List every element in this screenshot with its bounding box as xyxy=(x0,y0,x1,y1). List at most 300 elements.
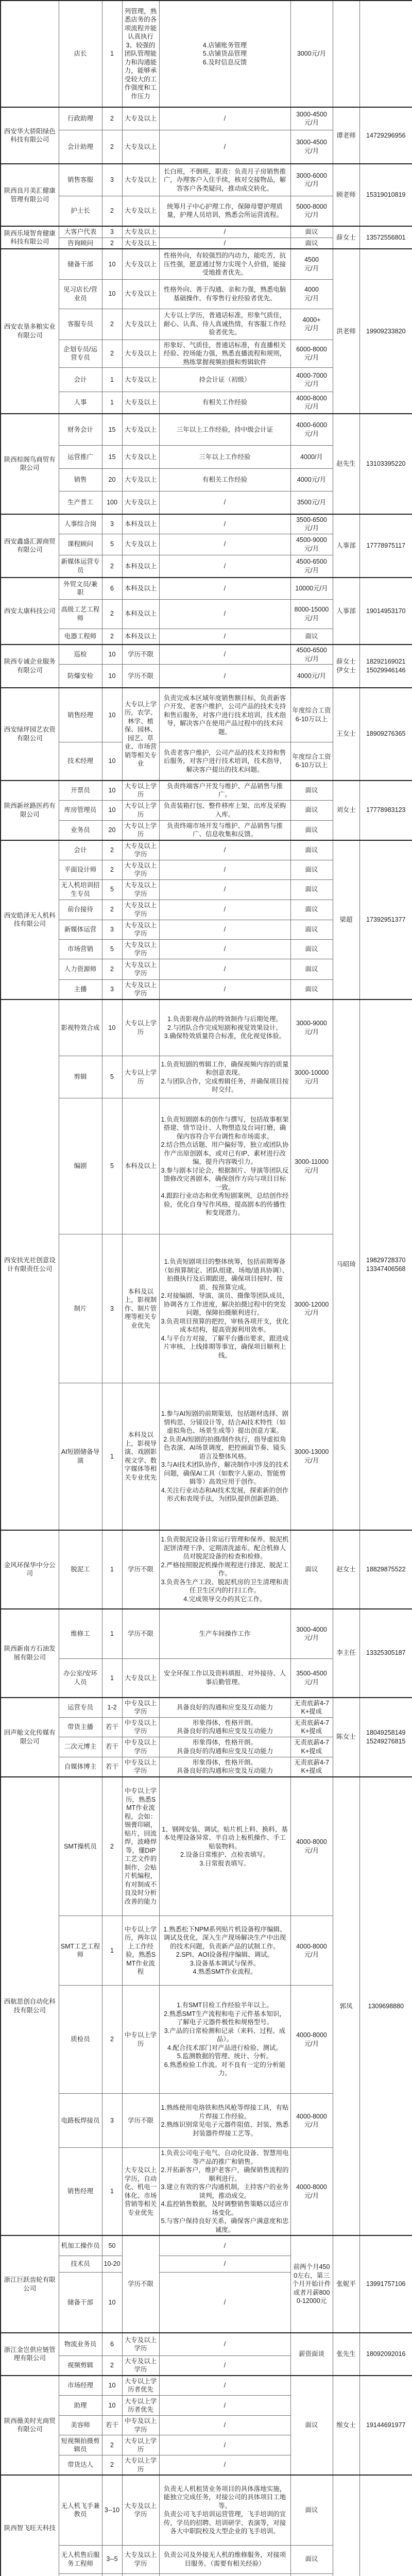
position-cell: 财务会计 xyxy=(59,414,102,446)
education-cell: 大专以上学历 xyxy=(122,2435,159,2455)
salary-cell: 3000元/月 xyxy=(290,1,333,107)
position-cell: 新媒体运营 xyxy=(59,920,102,939)
position-cell: 制片 xyxy=(59,1234,102,1383)
position-cell: 人事综合岗 xyxy=(59,514,102,534)
requirements-cell: / xyxy=(159,226,290,238)
requirements-cell: 大专以上学历，普通话标准，形象气质佳，耐心、认真、待人真诚热情，有客服工作经验者优先。 xyxy=(159,309,290,340)
count-cell: 若干 xyxy=(102,1757,122,1777)
salary-cell: 面议 xyxy=(290,840,333,860)
contact-cell: 郭凤 xyxy=(333,1777,359,2236)
requirements-cell: / xyxy=(159,2396,290,2416)
salary-cell: 面议 xyxy=(290,1530,333,1609)
count-cell: 2 xyxy=(102,900,122,920)
position-cell: AI短剧储备导演 xyxy=(59,1383,102,1530)
position-cell: 办公室/安环人员 xyxy=(59,1659,102,1698)
position-cell: 主播 xyxy=(59,979,102,999)
count-cell: 15 xyxy=(102,414,122,446)
education-cell: 大专及以上学历 xyxy=(122,840,159,860)
salary-cell: 面议 xyxy=(290,781,333,801)
position-cell: 储备干部 xyxy=(59,2272,102,2333)
position-cell: 无人机售后服务工程师 xyxy=(59,2545,102,2573)
education-cell: 列管理，熟悉店务的各项流程并能认真执行 3、较强的团队管理能力和沟通能力，能够承受较大的工作强度和工作压力 xyxy=(122,1,159,107)
education-cell: 大专以上学历，农学、林学、植保、园林、园艺、草业、市场营销等相关专业 xyxy=(122,688,159,781)
count-cell: 15 xyxy=(102,446,122,469)
phone-cell: 17778983123 xyxy=(359,781,412,840)
education-cell: 大专及以上 xyxy=(122,309,159,340)
education-cell: 中专以上学历，熟悉SMT作业流程，会如：锡膏印刷，贴片，回流焊，波峰焊等，懂DIP工艺文件的制作，会贴片机编程，有对制成不良及时分析改善的能力 xyxy=(122,1777,159,1916)
position-cell: 剪辑 xyxy=(59,1056,102,1098)
phone-cell: 18292169021 15029946146 xyxy=(359,645,412,688)
requirements-cell: / xyxy=(159,2256,290,2272)
company-cell: 金风环保华中分公司 xyxy=(1,1530,59,1609)
position-cell: 带货主播 xyxy=(59,1717,102,1737)
requirements-cell: / xyxy=(159,555,290,578)
education-cell: 学历不限 xyxy=(122,2235,159,2333)
count-cell: 1 xyxy=(102,1659,122,1698)
contact-cell: 顾老师 xyxy=(333,164,359,226)
education-cell: 大专及以上 xyxy=(122,492,159,514)
requirements-cell: / xyxy=(159,2272,290,2333)
requirements-cell: 性格外向、善于沟通、亲和力强，熟悉电脑基础操作，有零售行业经验者优先。 xyxy=(159,279,290,309)
company-cell: 陕西棕阁鸟商贸有限公司 xyxy=(1,414,59,514)
salary-cell: 面议 xyxy=(290,629,333,645)
education-cell: 大专及以上学历 xyxy=(122,879,159,900)
position-cell: 运营专员 xyxy=(59,1698,102,1718)
requirements-cell: 负责公司及外接无人机的维修服务，对接项目服务。（需要有相关经验） xyxy=(159,2545,290,2573)
company-cell: 西安鑫盛汇源商贸有限公司 xyxy=(1,514,59,578)
salary-cell: 10000元/月 xyxy=(290,578,333,599)
requirements-cell: 形象得体，性格开朗。 具备良好的沟通和应变及互动能力 xyxy=(159,1757,290,1777)
salary-cell: 6000-8000元/月 xyxy=(290,340,333,368)
salary-cell: 4000-8000元/月 xyxy=(290,392,333,414)
count-cell: 3 xyxy=(102,514,122,534)
position-cell xyxy=(59,2573,102,2576)
position-cell: 库房管理员 xyxy=(59,800,102,820)
education-cell: 大专及以上 xyxy=(122,414,159,446)
education-cell: 大专及以上学历，自动化、机电一体化、市场营销等相关专业优先 xyxy=(122,2148,159,2236)
phone-cell: 1309698880 xyxy=(359,1777,412,2236)
phone-cell xyxy=(359,1,412,107)
phone-cell: 19829728370 13347406568 xyxy=(359,999,412,1530)
position-cell: 电器工程师 xyxy=(59,629,102,645)
education-cell: 大专及以上 xyxy=(122,279,159,309)
position-cell: 防爆安检 xyxy=(59,665,102,688)
position-cell: 带货达人 xyxy=(59,2455,102,2476)
salary-cell: 4000元/月 xyxy=(290,469,333,492)
requirements-cell: 形象得体，性格开朗。 具备良好的沟通和应变及互动能力 xyxy=(159,1717,290,1737)
count-cell: 10 xyxy=(102,800,122,820)
contact-cell: 李主任 xyxy=(333,1609,359,1698)
count-cell: 5 xyxy=(102,1056,122,1098)
phone-cell: 13991757106 xyxy=(359,2235,412,2333)
requirements-cell: 安全环保工作以及资料填报、对外接待、人事后勤管理。 xyxy=(159,1659,290,1698)
salary-cell: 面议 xyxy=(290,820,333,840)
position-cell: 业务员 xyxy=(59,820,102,840)
count-cell: 20 xyxy=(102,469,122,492)
requirements-cell: 形象得体，性格开朗。 具备良好的沟通和应变及互动能力 xyxy=(159,1737,290,1757)
salary-cell: 无责底薪4-7K+提成 xyxy=(290,1698,333,1718)
requirements-cell: 1.负责短剧剧本的创作与撰写，包括故事框架搭建、情节设计、人物塑造及台词打磨，确保内容符合平台调性和市场需求。 2.结合热点话题、用户偏好等，独立或团队协作产出原创剧本，或对已有IP、素材进行改编，提升内容吸引力。 3.参与剧本讨论会，根据制片、导演等团队反馈修改完善剧本，确保创作方向与项目目标一致。 4.跟踪行业动态和优秀短剧案例，总结创作经验，优化自身写作风格，提高剧本的传播性和变现潜力。 xyxy=(159,1098,290,1234)
count-cell: 10 xyxy=(102,2376,122,2396)
company-cell: 西安扶光社创意设计有限责任公司 xyxy=(1,999,59,1530)
count-cell: 若干 xyxy=(102,1717,122,1737)
count-cell: 2 xyxy=(102,555,122,578)
requirements-cell xyxy=(159,2573,290,2576)
position-cell: 视频剪辑 xyxy=(59,2355,102,2376)
salary-cell: 4000元/月 xyxy=(290,665,333,688)
count-cell: 10 xyxy=(102,2396,122,2416)
count-cell: 2 xyxy=(102,599,122,629)
education-cell: 大专及以上学历 xyxy=(122,939,159,959)
requirements-cell: 统筹月子中心护理工作，保障母婴护理质量，护理人员培训，熟悉会所运营流程。 xyxy=(159,196,290,226)
contact-cell: 洪老师 xyxy=(333,249,359,414)
position-cell: 储备干部 xyxy=(59,249,102,279)
salary-cell: 面议 xyxy=(290,959,333,979)
count-cell: 5 xyxy=(102,879,122,900)
count-cell: 2 xyxy=(102,238,122,249)
count-cell: 1 xyxy=(102,1530,122,1609)
contact-cell: 张妮平 xyxy=(333,2235,359,2333)
phone-cell: 17392951377 xyxy=(359,840,412,999)
salary-cell: 4000-8000 元/月 xyxy=(290,2148,333,2236)
salary-cell: 4000-8000 元/月 xyxy=(290,2094,333,2148)
contact-cell: 张先生 xyxy=(333,2333,359,2376)
requirements-cell: 1.负责短剧的剪辑工作，确保视频内容的质量和创意表现。 2.与团队合作，完成剪辑任务，并确保项目按时交付。 xyxy=(159,1056,290,1098)
requirements-cell: 具备良好的沟通和应变及互动能力 xyxy=(159,1698,290,1718)
education-cell: 大专及以上 xyxy=(122,107,159,130)
requirements-cell: 负责装箱打包、整件移库上架、出库及采购入库。 xyxy=(159,800,290,820)
position-cell: 巡检 xyxy=(59,645,102,665)
company-cell: 陕西智飞旺天科技 xyxy=(1,2475,59,2576)
salary-cell: 3000-13000 元/月 xyxy=(290,1383,333,1530)
contact-cell: 薛女士 伊女士 xyxy=(333,645,359,688)
education-cell: 大专及以上 xyxy=(122,164,159,196)
salary-cell: 3500元/月 xyxy=(290,492,333,514)
contact-cell: 谭老师 xyxy=(333,107,359,164)
salary-cell: 4000 元/月 xyxy=(290,279,333,309)
count-cell: 2 xyxy=(102,340,122,368)
requirements-cell: / xyxy=(159,514,290,534)
salary-cell: 面议 xyxy=(290,800,333,820)
count-cell: 1 xyxy=(102,1,122,107)
requirements-cell: 形象好、气质佳，普通话标准，有直播相关经验、控场能力强，熟悉直播流程和规则，熟练掌握视频拍摄和剪辑软件 xyxy=(159,340,290,368)
salary-cell: 4000-8000 元/月 xyxy=(290,1916,333,1986)
contact-cell: 王女士 xyxy=(333,688,359,781)
salary-cell: 4500 元/月 xyxy=(290,249,333,279)
education-cell: 大专及以上 xyxy=(122,469,159,492)
requirements-cell: / xyxy=(159,2376,290,2396)
position-cell: 前台接待 xyxy=(59,900,102,920)
salary-cell: 无责底薪4-7K+提成 xyxy=(290,1737,333,1757)
education-cell: 大专及以上 xyxy=(122,226,159,238)
position-cell: 无人机培训招生专员 xyxy=(59,879,102,900)
salary-cell: 薪资面谈 xyxy=(290,2333,333,2376)
position-cell: 销售 xyxy=(59,469,102,492)
salary-cell: 4000+ 元/月 xyxy=(290,309,333,340)
phone-cell: 19014953170 xyxy=(359,578,412,645)
company-cell: 西安绿坪园艺农资有限公司 xyxy=(1,688,59,781)
count-cell: 2 xyxy=(102,2355,122,2376)
count-cell: 1 xyxy=(102,1383,122,1530)
position-cell: 新媒体运营专员 xyxy=(59,555,102,578)
education-cell: 中专及以上学历 xyxy=(122,1698,159,1718)
position-cell: 销售经理 xyxy=(59,2148,102,2236)
education-cell: 本科及以上，影视制作、制片管理等相关专业优先 xyxy=(122,1234,159,1383)
requirements-cell: / xyxy=(159,920,290,939)
salary-cell: 面议 xyxy=(290,2376,333,2476)
count-cell: 6 xyxy=(102,578,122,599)
education-cell: 本科及以上 xyxy=(122,599,159,629)
education-cell: 本科及以上 xyxy=(122,1098,159,1234)
company-cell: 陕西新南方石油发展有限公司 xyxy=(1,1609,59,1698)
job-table-body xyxy=(1,1,412,2576)
contact-cell: 刘女士 xyxy=(333,781,359,840)
count-cell: 2 xyxy=(102,196,122,226)
salary-cell: 面议 xyxy=(290,238,333,249)
salary-cell: 3000-4500元/月 xyxy=(290,107,333,130)
count-cell: 10 xyxy=(102,279,122,309)
count-cell: 2 xyxy=(102,629,122,645)
salary-cell: 面议 xyxy=(290,2475,333,2545)
requirements-cell: / xyxy=(159,979,290,999)
count-cell: 10 xyxy=(102,249,122,279)
position-cell: 企划专员/运营专员 xyxy=(59,340,102,368)
position-cell: 技术经理 xyxy=(59,742,102,781)
salary-cell: 3000-12000 元/月 xyxy=(290,1234,333,1383)
position-cell: 运营推广 xyxy=(59,446,102,469)
education-cell xyxy=(122,2573,159,2576)
count-cell: 5 xyxy=(102,939,122,959)
company-cell: 西安太康科技公司 xyxy=(1,578,59,645)
phone-cell: 14729296956 xyxy=(359,107,412,164)
position-cell: 客服专员 xyxy=(59,309,102,340)
position-cell: 市场经理 xyxy=(59,2376,102,2396)
contact-cell: 人事部 xyxy=(333,578,359,645)
count-cell: 2 xyxy=(102,1777,122,1916)
count-cell: 3--10 xyxy=(102,2475,122,2545)
education-cell: 本科及以上 xyxy=(122,555,159,578)
education-cell: 大专及以上 xyxy=(122,1659,159,1698)
requirements-cell: / xyxy=(159,2333,290,2355)
position-cell: 会计助理 xyxy=(59,130,102,164)
requirements-cell: 长白班，不倒班，职责：负责月子房销售推广，办理客户入住手续，核对交接物品，解答客户各类疑问，推动成交转化。 xyxy=(159,164,290,196)
position-cell: 外贸文员/兼职 xyxy=(59,578,102,599)
requirements-cell: / xyxy=(159,534,290,555)
position-cell: 短视频拍摄剪辑员 xyxy=(59,2435,102,2455)
position-cell: 开票员 xyxy=(59,781,102,801)
requirements-cell: 负责终端市场开发与维护、产品销售与推广、信息收集和反馈。 xyxy=(159,820,290,840)
company-cell: 陕西新丝路医药有限公司 xyxy=(1,781,59,840)
education-cell: 学历不限 xyxy=(122,1609,159,1659)
contact-cell: 缑女士 xyxy=(333,2376,359,2476)
education-cell: 大专以上学历者优先 xyxy=(122,2396,159,2416)
education-cell: 大专以上学历 xyxy=(122,2455,159,2476)
position-cell: 机加工操作员 xyxy=(59,2235,102,2256)
count-cell: 1 xyxy=(102,2148,122,2236)
contact-cell xyxy=(333,1,359,107)
salary-cell: 4000-6000元/月 xyxy=(290,414,333,446)
education-cell: 大专以上学历 xyxy=(122,820,159,840)
contact-cell: 梁超 xyxy=(333,840,359,999)
company-cell xyxy=(1,1,59,107)
position-cell: 护士长 xyxy=(59,196,102,226)
count-cell: 6 xyxy=(102,2333,122,2355)
education-cell: 大专及以上 xyxy=(122,196,159,226)
count-cell: 3 xyxy=(102,226,122,238)
contact-cell: 赵女士 xyxy=(333,1530,359,1609)
count-cell: 10 xyxy=(102,742,122,781)
count-cell: 50 xyxy=(102,2235,122,2256)
requirements-cell: 1.熟练使用电烙铁和热风枪等焊接工具，有贴片焊接工作经验。 2.熟练识别常见电子元器件阻值、封装，熟悉封装器件焊接工艺等。 xyxy=(159,2094,290,2148)
education-cell: 学历不限 xyxy=(122,2094,159,2148)
count-cell: 3 xyxy=(102,979,122,999)
requirements-cell: 持会计证（初级） xyxy=(159,368,290,392)
requirements-cell: 有相关工作经验 xyxy=(159,392,290,414)
education-cell: 大专及以上 xyxy=(122,534,159,555)
requirements-cell: / xyxy=(159,860,290,879)
salary-cell: 8000-15000元/月 xyxy=(290,599,333,629)
salary-cell: 面议 xyxy=(290,920,333,939)
requirements-cell: / xyxy=(159,599,290,629)
education-cell: 本科及以上，影视导演、戏剧影视文学、数字媒体等相关专业优先 xyxy=(122,1383,159,1530)
position-cell: 大客户代表 xyxy=(59,226,102,238)
requirements-cell: 1、钢网安装、调试。贴片机上料、换料、基本处理设备异常、半自动上板机操作、手工贴装物料。 2.设备日常维护、点检表填写。 3.日常报表填写。 xyxy=(159,1777,290,1916)
requirements-cell: 三年以上工作经验，持中级会计证 xyxy=(159,414,290,446)
count-cell: 10 xyxy=(102,999,122,1056)
position-cell: 生产普工 xyxy=(59,492,102,514)
salary-cell: 3500-6500元/月 xyxy=(290,514,333,534)
requirements-cell: 1.负责公司电子电气、自动化设备、智慧用电等产品的推广和销售。 2.开拓新客户，维护老客户，确保销售流程的顺利进行。 3.建立有效的客户沟通机制，主持客户的业务谈判，推动成交。 4.监控销售数据，及时调整销售策略以适应市场变化。 5.与客户保持良好关系，确保客户满意度和忠诚度。 xyxy=(159,2148,290,2236)
requirements-cell: / xyxy=(159,645,290,665)
salary-cell: 面议 xyxy=(290,979,333,999)
position-cell: 质检员 xyxy=(59,1986,102,2094)
count-cell: 3--5 xyxy=(102,2545,122,2573)
position-cell: 平面设计师 xyxy=(59,860,102,879)
count-cell: 10 xyxy=(102,781,122,801)
contact-cell: 陈女士 xyxy=(333,1698,359,1777)
phone-cell xyxy=(359,2475,412,2576)
education-cell: 大专及以上学历 xyxy=(122,2475,159,2545)
phone-cell: 13325305187 xyxy=(359,1609,412,1698)
contact-cell: 马昭琦 xyxy=(333,999,359,1530)
phone-cell: 19144691977 xyxy=(359,2376,412,2476)
salary-cell: 前两个月4500左右，第三个月开始计件或者月薪8000-12000元 xyxy=(290,2235,333,2333)
education-cell: 大专及以上学历 xyxy=(122,920,159,939)
education-cell: 大专及以上 xyxy=(122,368,159,392)
count-cell: 2 xyxy=(102,1986,122,2094)
requirements-cell: / xyxy=(159,900,290,920)
education-cell: 大专及以上学历 xyxy=(122,2333,159,2355)
requirements-cell: 有相关工作经验 xyxy=(159,469,290,492)
count-cell: 3 xyxy=(102,1234,122,1383)
education-cell: 大专及以上 xyxy=(122,249,159,279)
salary-cell: 3000-10000 元/月 xyxy=(290,1056,333,1098)
count-cell: 3 xyxy=(102,2094,122,2148)
requirements-cell: 负责终端客户开发与维护、产品销售与推广。 xyxy=(159,781,290,801)
requirements-cell: 1.负责影视作品的特效制作与后期处理。 2.与团队合作完成短剧和视觉效果设计。 3.确保特效质量符合标准，优化视觉体验。 xyxy=(159,999,290,1056)
position-cell: SMT操机员 xyxy=(59,1777,102,1916)
position-cell: 销售客服 xyxy=(59,164,102,196)
education-cell: 大专及以上学历 xyxy=(122,979,159,999)
position-cell: 见习店长/营业员 xyxy=(59,279,102,309)
salary-cell: 3000-4000 元/月 xyxy=(290,1609,333,1659)
phone-cell: 15319010819 xyxy=(359,164,412,226)
requirements-cell: 1.负责脱泥设备日常运行管理和保养。脱泥机泥饼清理干净、定期清洗滤布。配合机修人员对脱泥设备的检查和检修。 2.严格按照脱泥机操作规程进行排泥、脱泥工作。 3.负责各生产工段、脱泥机房的卫生清理和责任卫生区内的打扫工作。 4.完成领导交办的其它工作。 xyxy=(159,1530,290,1609)
company-cell: 陕西专诚企业服务有限公司 xyxy=(1,645,59,688)
requirements-cell: / xyxy=(159,2416,290,2435)
salary-cell: 4500-6500元/月 xyxy=(290,555,333,578)
phone-cell: 18049258149 15249276815 xyxy=(359,1698,412,1777)
position-cell: 人力资源师 xyxy=(59,959,102,979)
contact-cell: 薛女士 xyxy=(333,226,359,249)
education-cell: 本科及以上 xyxy=(122,578,159,599)
position-cell: 市场营销 xyxy=(59,939,102,959)
requirements-cell: 生产车间操作工作 xyxy=(159,1609,290,1659)
education-cell: 大专以上学历者优先 xyxy=(122,2376,159,2396)
position-cell: 咨询顾问 xyxy=(59,238,102,249)
requirements-cell: / xyxy=(159,879,290,900)
requirements-cell: 负责老客户维护，公司产品的技术支持和售后服务，对客户进行技术培训，技术指导，解决客户提出的技术问题。 xyxy=(159,742,290,781)
education-cell: 中专及以上学历 xyxy=(122,2416,159,2435)
count-cell: 100 xyxy=(102,492,122,514)
position-cell: 影视特效合成 xyxy=(59,999,102,1056)
requirements-cell: / xyxy=(159,2435,290,2455)
count-cell: 2 xyxy=(102,130,122,164)
position-cell: 店长 xyxy=(59,1,102,107)
company-cell: 浙江金岂供应链管理有限公司 xyxy=(1,2333,59,2376)
contact-cell xyxy=(333,2475,359,2576)
count-cell: 若干 xyxy=(102,2416,122,2435)
requirements-cell: / xyxy=(159,665,290,688)
salary-cell: 无责底薪4-7K+提成 xyxy=(290,1757,333,1777)
count-cell: 5 xyxy=(102,534,122,555)
education-cell: 大专及以上学历 xyxy=(122,860,159,879)
salary-cell: 3000-11000 元/月 xyxy=(290,1098,333,1234)
count-cell: 2 xyxy=(102,2435,122,2455)
education-cell: 学历不限 xyxy=(122,1530,159,1609)
phone-cell: 18909276365 xyxy=(359,688,412,781)
company-cell: 陕西薇美时光商贸有限公司 xyxy=(1,2376,59,2476)
requirements-cell: / xyxy=(159,107,290,130)
count-cell: 2 xyxy=(102,860,122,879)
salary-cell: 无责底薪4-7K+提成 xyxy=(290,1717,333,1737)
requirements-cell: / xyxy=(159,959,290,979)
position-cell: 物流业务员 xyxy=(59,2333,102,2355)
position-cell: 人事 xyxy=(59,392,102,414)
position-cell: 销售经理 xyxy=(59,688,102,742)
requirements-cell: / xyxy=(159,840,290,860)
phone-cell: 18092092016 xyxy=(359,2333,412,2376)
salary-cell: 4000-8000 元/月 xyxy=(290,1986,333,2094)
requirements-cell: / xyxy=(159,238,290,249)
requirements-cell: 1.有SMT目检工作经验半年以上。 2.熟悉SMT生产流程和电子元件基本知识，了解电子元器件极性和规格型号。 3.产品的日常检测和记录（来料、过程、成品）。 4.配合技术部门对产品进行检验、测试。 5.监测数据的管理、统计、分析。 6.熟悉检验工作流。对不良有一定的分析能力。 xyxy=(159,1986,290,2094)
salary-cell: 3000-6000元/月 xyxy=(290,164,333,196)
education-cell: 本科及以上 xyxy=(122,629,159,645)
count-cell: 1-2 xyxy=(102,1698,122,1718)
count-cell: 10 xyxy=(102,645,122,665)
salary-cell: 4000-8000 元/月 xyxy=(290,1777,333,1916)
salary-cell xyxy=(290,2573,333,2576)
salary-cell: 4000-7000元/月 xyxy=(290,368,333,392)
position-cell: 无人机飞手兼教员 xyxy=(59,2475,102,2545)
salary-cell: 4000/月 xyxy=(290,446,333,469)
education-cell: 中专以上学历 xyxy=(122,1986,159,2094)
count-cell: 若干 xyxy=(102,1737,122,1757)
education-cell: 大专及以上 xyxy=(122,392,159,414)
position-cell: 助理 xyxy=(59,2396,102,2416)
salary-cell: 年度综合工资6-10万以上 xyxy=(290,742,333,781)
phone-cell: 18829875522 xyxy=(359,1530,412,1609)
